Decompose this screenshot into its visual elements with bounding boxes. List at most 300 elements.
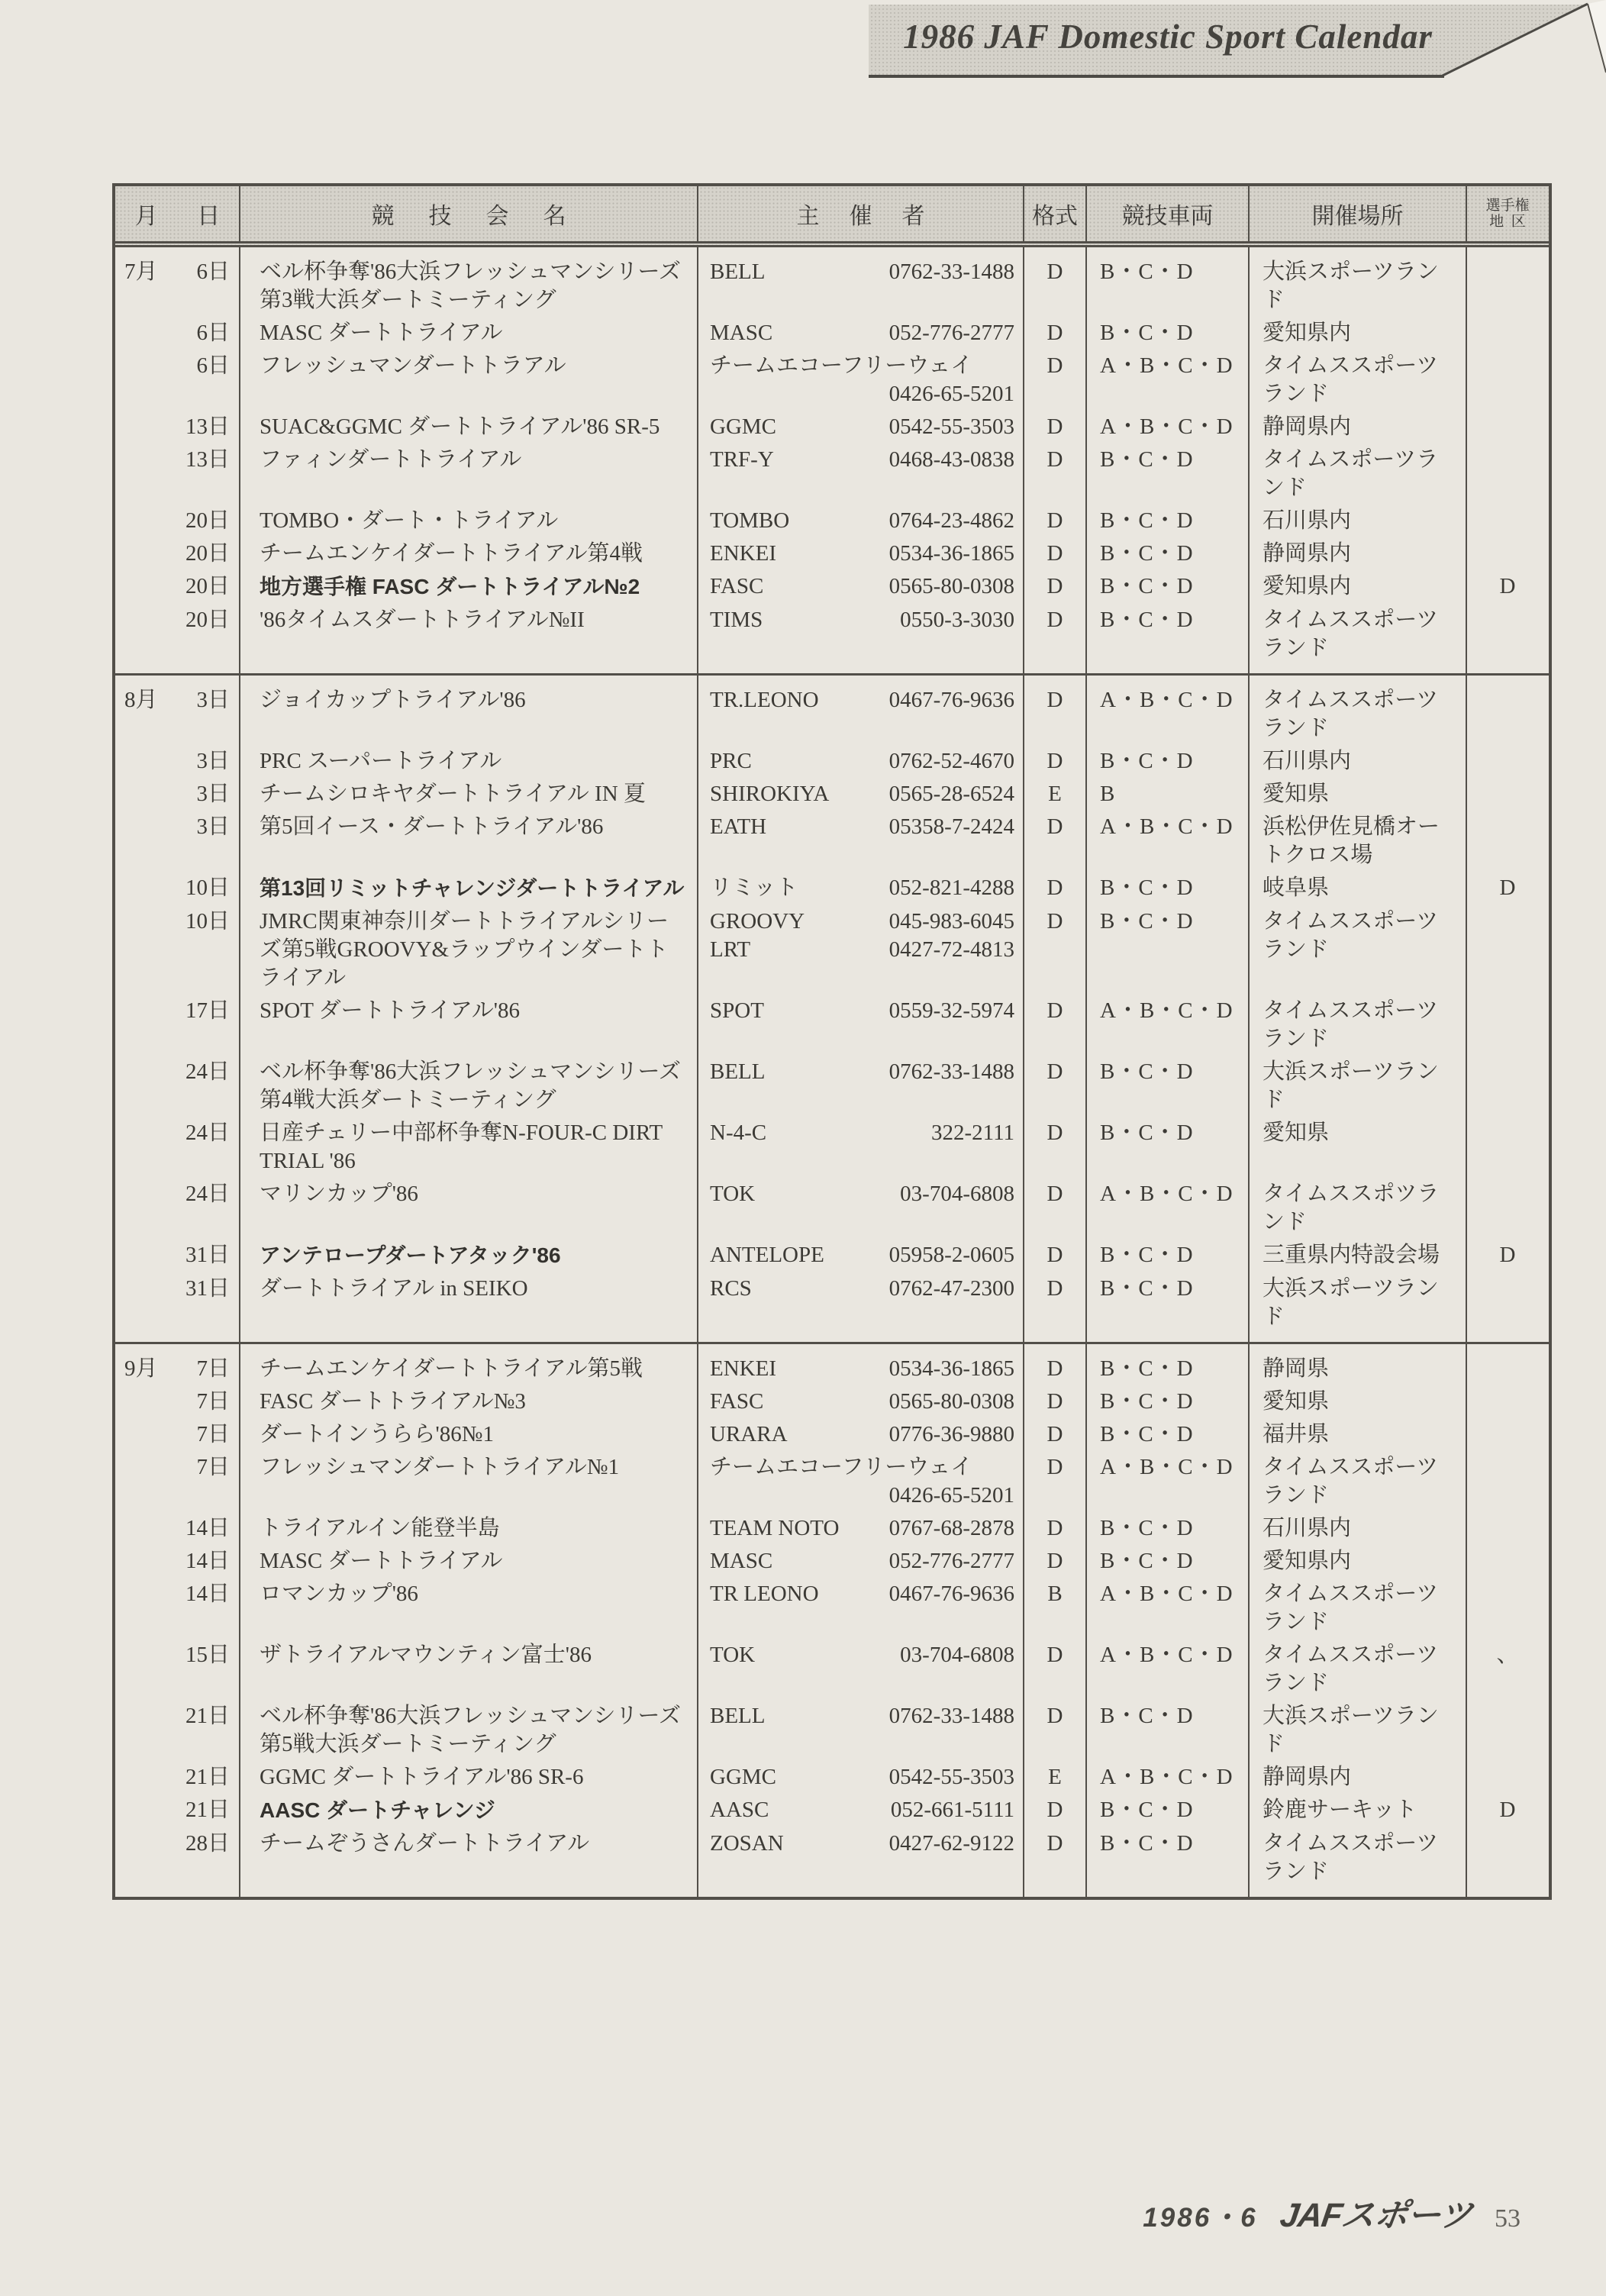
organizer-phone: 0762-33-1488 bbox=[888, 260, 1014, 284]
district-cell: D bbox=[1499, 574, 1516, 598]
grade-cell: D bbox=[1046, 1516, 1063, 1540]
month-label bbox=[115, 747, 182, 776]
venue-cell: 石川県内 bbox=[1263, 1516, 1352, 1540]
month-label bbox=[115, 319, 182, 347]
event-name: ファィンダートトライアル bbox=[260, 447, 522, 472]
event-cell bbox=[240, 1830, 698, 1858]
month-day-cell bbox=[115, 1420, 240, 1449]
vehicles-cell: B・C・D bbox=[1100, 1704, 1194, 1728]
table-row bbox=[115, 908, 1549, 992]
grade-cell: D bbox=[1046, 608, 1063, 632]
event-cell bbox=[240, 1420, 698, 1449]
organizer-cell bbox=[698, 1796, 1024, 1824]
venue-cell: 静岡県 bbox=[1263, 1356, 1330, 1381]
organizer-cell bbox=[698, 1580, 1024, 1608]
day-label: 13日 bbox=[185, 447, 230, 472]
event-cell bbox=[240, 1763, 698, 1791]
event-name: TOMBO・ダート・トライアル bbox=[260, 508, 559, 533]
grade-cell: D bbox=[1046, 1059, 1063, 1084]
grade-cell: D bbox=[1046, 909, 1063, 934]
vehicles-cell: B・C・D bbox=[1100, 1243, 1194, 1267]
venue-cell: 浜松伊佐見橋オートクロス場 bbox=[1263, 814, 1440, 867]
event-name: チームエンケイダートトライアル第4戦 bbox=[260, 541, 643, 566]
vehicles-cell: A・B・C・D bbox=[1100, 353, 1234, 378]
day-label: 10日 bbox=[185, 876, 230, 900]
event-cell bbox=[240, 1514, 698, 1543]
organizer-cell bbox=[698, 1830, 1024, 1858]
table-row bbox=[115, 1514, 1549, 1543]
column-divider bbox=[697, 1344, 698, 1897]
event-cell bbox=[240, 446, 698, 474]
table-row bbox=[115, 606, 1549, 663]
organizer-name: MASC bbox=[710, 1549, 773, 1573]
month-label bbox=[115, 1796, 182, 1824]
grade-cell: E bbox=[1048, 782, 1062, 806]
month-label bbox=[115, 874, 182, 902]
grade-cell: D bbox=[1046, 541, 1063, 566]
organizer-phone: 0550-3-3030 bbox=[900, 608, 1014, 632]
event-name: SPOT ダートトライアル'86 bbox=[260, 998, 520, 1023]
grade-cell: D bbox=[1046, 260, 1063, 284]
column-divider bbox=[1248, 1344, 1250, 1897]
event-name: ダートトライアル in SEIKO bbox=[260, 1276, 528, 1301]
grade-cell: D bbox=[1046, 876, 1063, 900]
organizer-name: GROOVY bbox=[710, 909, 805, 934]
venue-cell: タイムススポーツランド bbox=[1263, 1582, 1439, 1634]
grade-cell: B bbox=[1047, 1582, 1063, 1606]
day-label: 20日 bbox=[185, 574, 230, 598]
column-divider bbox=[239, 1344, 240, 1897]
organizer-phone: 0427-72-4813 bbox=[888, 937, 1014, 962]
organizer-cell bbox=[698, 1388, 1024, 1416]
event-name: チームエンケイダートトライアル第5戦 bbox=[260, 1356, 643, 1381]
day-label: 6日 bbox=[196, 321, 230, 345]
day-label: 31日 bbox=[185, 1243, 230, 1267]
venue-cell: 愛知県内 bbox=[1263, 1549, 1352, 1573]
column-divider bbox=[1023, 676, 1024, 1342]
venue-cell: タイムススポーツランド bbox=[1263, 353, 1439, 406]
table-row bbox=[115, 1453, 1549, 1510]
organizer-phone: 0468-43-0838 bbox=[888, 447, 1014, 472]
vehicles-cell: B・C・D bbox=[1100, 541, 1194, 566]
event-cell bbox=[240, 507, 698, 535]
month-label bbox=[115, 1763, 182, 1791]
month-label bbox=[115, 908, 182, 936]
column-divider bbox=[1466, 186, 1467, 241]
event-name: '86タイムスダートトライアル№II bbox=[260, 608, 585, 632]
organizer-name: ENKEI bbox=[710, 541, 776, 566]
event-name: AASC ダートチャレンジ bbox=[260, 1798, 495, 1822]
table-row bbox=[115, 540, 1549, 568]
organizer-phone: 0565-28-6524 bbox=[888, 782, 1014, 806]
event-cell bbox=[240, 540, 698, 568]
month-day-cell bbox=[115, 780, 240, 808]
vehicles-cell: B・C・D bbox=[1100, 1121, 1194, 1145]
column-divider bbox=[697, 247, 698, 673]
venue-cell: 愛知県内 bbox=[1263, 321, 1352, 345]
day-label: 24日 bbox=[185, 1182, 230, 1206]
month-day-cell bbox=[115, 572, 240, 601]
column-divider bbox=[1248, 186, 1250, 241]
column-divider bbox=[1085, 247, 1087, 673]
event-cell bbox=[240, 813, 698, 841]
event-cell bbox=[240, 1702, 698, 1759]
vehicles-cell: B・C・D bbox=[1100, 749, 1194, 773]
table-body bbox=[115, 247, 1549, 1897]
column-divider bbox=[697, 186, 698, 241]
month-label bbox=[115, 446, 182, 474]
day-label: 20日 bbox=[185, 608, 230, 632]
organizer-cell bbox=[698, 352, 1024, 408]
month-label bbox=[115, 572, 182, 601]
vehicles-cell: B・C・D bbox=[1100, 574, 1194, 598]
header-month: 月 bbox=[134, 204, 158, 229]
grade-cell: D bbox=[1046, 814, 1063, 839]
vehicles-cell: B・C・D bbox=[1100, 608, 1194, 632]
month-label bbox=[115, 1641, 182, 1669]
month-day-cell bbox=[115, 1580, 240, 1608]
grade-cell: D bbox=[1046, 1422, 1063, 1446]
grade-cell: D bbox=[1046, 1455, 1063, 1479]
vehicles-cell: B・C・D bbox=[1100, 1059, 1194, 1084]
organizer-cell bbox=[698, 1763, 1024, 1791]
month-day-cell bbox=[115, 540, 240, 568]
organizer-phone: 052-776-2777 bbox=[888, 321, 1014, 345]
month-label bbox=[115, 352, 182, 380]
event-cell bbox=[240, 908, 698, 992]
venue-cell: タイムススポーツランド bbox=[1263, 1643, 1439, 1695]
event-name: トライアルイン能登半島 bbox=[260, 1516, 500, 1540]
header-event: 競技会名 bbox=[371, 204, 601, 229]
month-day-cell bbox=[115, 1275, 240, 1303]
issue-label: 1986・6 bbox=[1143, 2203, 1258, 2233]
district-cell: D bbox=[1499, 1243, 1516, 1267]
day-label: 24日 bbox=[185, 1059, 230, 1084]
venue-cell: 鈴鹿サーキット bbox=[1263, 1798, 1417, 1822]
organizer-phone: 0565-80-0308 bbox=[888, 1389, 1014, 1414]
month-label bbox=[115, 1058, 182, 1086]
organizer-name: TR.LEONO bbox=[710, 688, 819, 712]
table-row bbox=[115, 1580, 1549, 1637]
table-row bbox=[115, 1830, 1549, 1886]
event-name: ベル杯争奪'86大浜フレッシュマンシリーズ第4戦大浜ダートミーティング bbox=[260, 1059, 682, 1112]
month-day-cell bbox=[115, 352, 240, 380]
event-cell bbox=[240, 1241, 698, 1270]
month-day-cell bbox=[115, 1763, 240, 1791]
page-footer bbox=[1143, 2188, 1521, 2236]
venue-cell: 岐阜県 bbox=[1263, 876, 1330, 900]
organizer-name: URARA bbox=[710, 1422, 788, 1446]
month-label bbox=[115, 1180, 182, 1208]
event-cell bbox=[240, 747, 698, 776]
organizer-phone: 03-704-6808 bbox=[900, 1643, 1014, 1667]
table-row bbox=[115, 1547, 1549, 1575]
page-title: 1986 JAF Domestic Sport Calendar bbox=[903, 18, 1433, 56]
month-label bbox=[115, 606, 182, 634]
vehicles-cell: A・B・C・D bbox=[1100, 1582, 1234, 1606]
organizer-cell bbox=[698, 1514, 1024, 1543]
event-name: FASC ダートトライアル№3 bbox=[260, 1389, 526, 1414]
organizer-phone: 0467-76-9636 bbox=[888, 1582, 1014, 1606]
organizer-cell bbox=[698, 780, 1024, 808]
month-label bbox=[115, 1830, 182, 1858]
month-label: 7月 bbox=[124, 260, 158, 284]
event-cell bbox=[240, 780, 698, 808]
header-district-line2: 地区 bbox=[1489, 214, 1533, 230]
venue-cell: タイムスポーツランド bbox=[1263, 447, 1439, 500]
organizer-name: TR LEONO bbox=[710, 1582, 819, 1606]
venue-cell: タイムススポーツランド bbox=[1263, 1455, 1439, 1508]
event-name: GGMC ダートトライアル'86 SR-6 bbox=[260, 1765, 584, 1789]
table-row bbox=[115, 507, 1549, 535]
event-name: ロマンカップ'86 bbox=[260, 1582, 418, 1606]
venue-cell: 石川県内 bbox=[1263, 508, 1352, 533]
day-label: 21日 bbox=[185, 1798, 230, 1822]
organizer-phone: 0559-32-5974 bbox=[888, 998, 1014, 1023]
organizer-name: AASC bbox=[710, 1798, 769, 1822]
month-day-cell bbox=[115, 686, 240, 714]
organizer-phone: 0542-55-3503 bbox=[888, 414, 1014, 439]
organizer-phone: 0764-23-4862 bbox=[888, 508, 1014, 533]
organizer-cell bbox=[698, 1420, 1024, 1449]
column-divider bbox=[1085, 186, 1087, 241]
venue-cell: 石川県内 bbox=[1263, 749, 1352, 773]
vehicles-cell: B・C・D bbox=[1100, 1549, 1194, 1573]
venue-cell: 大浜スポーツランド bbox=[1263, 1276, 1439, 1329]
organizer-phone: 0426-65-5201 bbox=[888, 1483, 1014, 1508]
month-day-cell bbox=[115, 1241, 240, 1269]
organizer-cell bbox=[698, 747, 1024, 776]
header-month-day bbox=[115, 197, 240, 231]
event-cell bbox=[240, 1275, 698, 1303]
column-divider bbox=[1248, 247, 1250, 673]
column-divider bbox=[1466, 676, 1467, 1342]
venue-cell: 愛知県 bbox=[1263, 1389, 1330, 1414]
organizer-cell bbox=[698, 1702, 1024, 1730]
event-cell bbox=[240, 1796, 698, 1825]
column-divider bbox=[239, 676, 240, 1342]
district-cell: D bbox=[1499, 1798, 1516, 1822]
venue-cell: 静岡県内 bbox=[1263, 541, 1352, 566]
day-label: 24日 bbox=[185, 1121, 230, 1145]
vehicles-cell: A・B・C・D bbox=[1100, 1765, 1234, 1789]
table-row bbox=[115, 413, 1549, 441]
event-cell bbox=[240, 1547, 698, 1575]
day-label: 20日 bbox=[185, 541, 230, 566]
venue-cell: 愛知県 bbox=[1263, 782, 1330, 806]
column-divider bbox=[1023, 1344, 1024, 1897]
event-name: チームぞうさんダートトライアル bbox=[260, 1831, 590, 1856]
event-cell bbox=[240, 319, 698, 347]
vehicles-cell: A・B・C・D bbox=[1100, 1182, 1234, 1206]
vehicles-cell: B・C・D bbox=[1100, 1798, 1194, 1822]
organizer-phone: 05358-7-2424 bbox=[888, 814, 1014, 839]
event-cell bbox=[240, 1641, 698, 1669]
venue-cell: タイムススポーツランド bbox=[1263, 608, 1439, 660]
organizer-phone: 052-821-4288 bbox=[888, 876, 1014, 900]
organizer-name: GGMC bbox=[710, 1765, 777, 1789]
venue-cell: 三重県内特設会場 bbox=[1263, 1243, 1440, 1267]
header-organizer: 主催者 bbox=[796, 204, 955, 229]
event-cell bbox=[240, 352, 698, 380]
day-label: 14日 bbox=[185, 1516, 230, 1540]
organizer-name: FASC bbox=[710, 574, 764, 598]
month-label bbox=[115, 1241, 182, 1269]
month-label bbox=[115, 1514, 182, 1543]
table-row bbox=[115, 686, 1549, 743]
table-row bbox=[115, 1275, 1549, 1331]
header-district-line1: 選手権 bbox=[1485, 198, 1530, 214]
vehicles-cell: A・B・C・D bbox=[1100, 1643, 1234, 1667]
month-day-cell bbox=[115, 1058, 240, 1086]
table-row bbox=[115, 319, 1549, 347]
day-label: 20日 bbox=[185, 508, 230, 533]
month-day-cell bbox=[115, 413, 240, 441]
event-name: MASC ダートトライアル bbox=[260, 321, 503, 345]
organizer-cell bbox=[698, 813, 1024, 841]
day-label: 28日 bbox=[185, 1831, 230, 1856]
organizer-cell bbox=[698, 572, 1024, 601]
table-row bbox=[115, 1241, 1549, 1270]
organizer-cell bbox=[698, 1355, 1024, 1383]
month-label bbox=[115, 1453, 182, 1482]
month-label bbox=[115, 1420, 182, 1449]
organizer-name: RCS bbox=[710, 1276, 752, 1301]
organizer-phone: 0426-65-5201 bbox=[888, 382, 1014, 406]
month-label bbox=[115, 1275, 182, 1303]
month-label bbox=[115, 413, 182, 441]
event-cell bbox=[240, 1388, 698, 1416]
header-district bbox=[1466, 198, 1549, 230]
event-name: チームシロキヤダートトライアル IN 夏 bbox=[260, 782, 646, 806]
event-name: 第5回イース・ダートトライアル'86 bbox=[260, 814, 604, 839]
organizer-phone: 0762-33-1488 bbox=[888, 1704, 1014, 1728]
organizer-phone: 0467-76-9636 bbox=[888, 688, 1014, 712]
event-name: ザトライアルマウンティン富士'86 bbox=[260, 1643, 592, 1667]
month-section bbox=[115, 673, 1549, 1342]
event-name: JMRC関東神奈川ダートトライアルシリーズ第5戦GROOVY&ラップウインダートトライアル bbox=[260, 909, 669, 990]
column-divider bbox=[1085, 676, 1087, 1342]
organizer-name: SHIROKIYA bbox=[710, 782, 830, 806]
organizer-cell bbox=[698, 507, 1024, 535]
event-cell bbox=[240, 572, 698, 601]
grade-cell: D bbox=[1046, 1356, 1063, 1381]
month-day-cell bbox=[115, 997, 240, 1025]
day-label: 21日 bbox=[185, 1765, 230, 1789]
venue-cell: 愛知県 bbox=[1263, 1121, 1330, 1145]
day-label: 13日 bbox=[185, 414, 230, 439]
month-day-cell bbox=[115, 1453, 240, 1482]
event-cell bbox=[240, 1355, 698, 1383]
organizer-cell bbox=[698, 908, 1024, 964]
month-label bbox=[115, 1702, 182, 1730]
day-label: 3日 bbox=[196, 782, 230, 806]
month-label bbox=[115, 507, 182, 535]
vehicles-cell: A・B・C・D bbox=[1100, 688, 1234, 712]
vehicles-cell: A・B・C・D bbox=[1100, 998, 1234, 1023]
vehicles-cell: B・C・D bbox=[1100, 876, 1194, 900]
event-cell bbox=[240, 413, 698, 441]
column-divider bbox=[1466, 1344, 1467, 1897]
month-day-cell bbox=[115, 1180, 240, 1208]
table-row bbox=[115, 1796, 1549, 1825]
column-divider bbox=[1023, 186, 1024, 241]
event-name: SUAC&GGMC ダートトライアル'86 SR-5 bbox=[260, 414, 660, 439]
header-day: 日 bbox=[197, 204, 221, 229]
event-name: アンテロープダートアタック'86 bbox=[260, 1243, 561, 1267]
organizer-name: ENKEI bbox=[710, 1356, 776, 1381]
month-label bbox=[115, 1580, 182, 1608]
venue-cell: タイムススポーツランド bbox=[1263, 909, 1439, 962]
event-name: 日産チェリー中部杯争奪N-FOUR-C DIRT TRIAL '86 bbox=[260, 1121, 663, 1173]
month-day-cell bbox=[115, 1830, 240, 1858]
grade-cell: D bbox=[1046, 1549, 1063, 1573]
event-cell bbox=[240, 686, 698, 714]
grade-cell: D bbox=[1046, 1276, 1063, 1301]
table-row bbox=[115, 1702, 1549, 1759]
venue-cell: 愛知県内 bbox=[1263, 574, 1352, 598]
organizer-name: MASC bbox=[710, 321, 773, 345]
organizer-phone: 0776-36-9880 bbox=[888, 1422, 1014, 1446]
organizer-cell bbox=[698, 413, 1024, 441]
venue-cell: 福井県 bbox=[1263, 1422, 1330, 1446]
month-day-cell bbox=[115, 813, 240, 841]
organizer-name: FASC bbox=[710, 1389, 764, 1414]
venue-cell: タイムススポーツランド bbox=[1263, 1831, 1439, 1884]
organizer-cell bbox=[698, 1180, 1024, 1208]
organizer-cell bbox=[698, 1453, 1024, 1510]
grade-cell: E bbox=[1048, 1765, 1062, 1789]
table-row bbox=[115, 258, 1549, 314]
grade-cell: D bbox=[1046, 447, 1063, 472]
month-day-cell bbox=[115, 1355, 240, 1383]
month-label bbox=[115, 813, 182, 841]
vehicles-cell: B・C・D bbox=[1100, 1422, 1194, 1446]
vehicles-cell: B・C・D bbox=[1100, 1516, 1194, 1540]
day-label: 7日 bbox=[196, 1422, 230, 1446]
organizer-phone: 322-2111 bbox=[930, 1121, 1014, 1145]
vehicles-cell: B・C・D bbox=[1100, 1356, 1194, 1381]
event-cell bbox=[240, 1180, 698, 1208]
venue-cell: タイムススポーツランド bbox=[1263, 998, 1439, 1051]
vehicles-cell: B bbox=[1100, 782, 1116, 806]
grade-cell: D bbox=[1046, 998, 1063, 1023]
day-label: 3日 bbox=[196, 688, 230, 712]
organizer-phone: 03-704-6808 bbox=[900, 1182, 1014, 1206]
table-row bbox=[115, 446, 1549, 502]
column-divider bbox=[1466, 247, 1467, 673]
table-row bbox=[115, 1420, 1549, 1449]
vehicles-cell: B・C・D bbox=[1100, 909, 1194, 934]
organizer-phone: 052-661-5111 bbox=[890, 1798, 1014, 1822]
column-divider bbox=[1023, 247, 1024, 673]
day-label: 10日 bbox=[185, 909, 230, 934]
event-cell bbox=[240, 258, 698, 314]
day-label: 14日 bbox=[185, 1582, 230, 1606]
vehicles-cell: A・B・C・D bbox=[1100, 814, 1234, 839]
event-cell bbox=[240, 1058, 698, 1114]
organizer-name: EATH bbox=[710, 814, 767, 839]
venue-cell: 大浜スポーツランド bbox=[1263, 1704, 1439, 1756]
column-divider bbox=[239, 247, 240, 673]
page-number: 53 bbox=[1495, 2204, 1521, 2233]
event-cell bbox=[240, 606, 698, 634]
grade-cell: D bbox=[1046, 1643, 1063, 1667]
venue-cell: 大浜スポーツランド bbox=[1263, 260, 1439, 312]
calendar-table bbox=[112, 183, 1552, 1900]
header-venue: 開催場所 bbox=[1311, 204, 1404, 229]
month-day-cell bbox=[115, 1547, 240, 1575]
